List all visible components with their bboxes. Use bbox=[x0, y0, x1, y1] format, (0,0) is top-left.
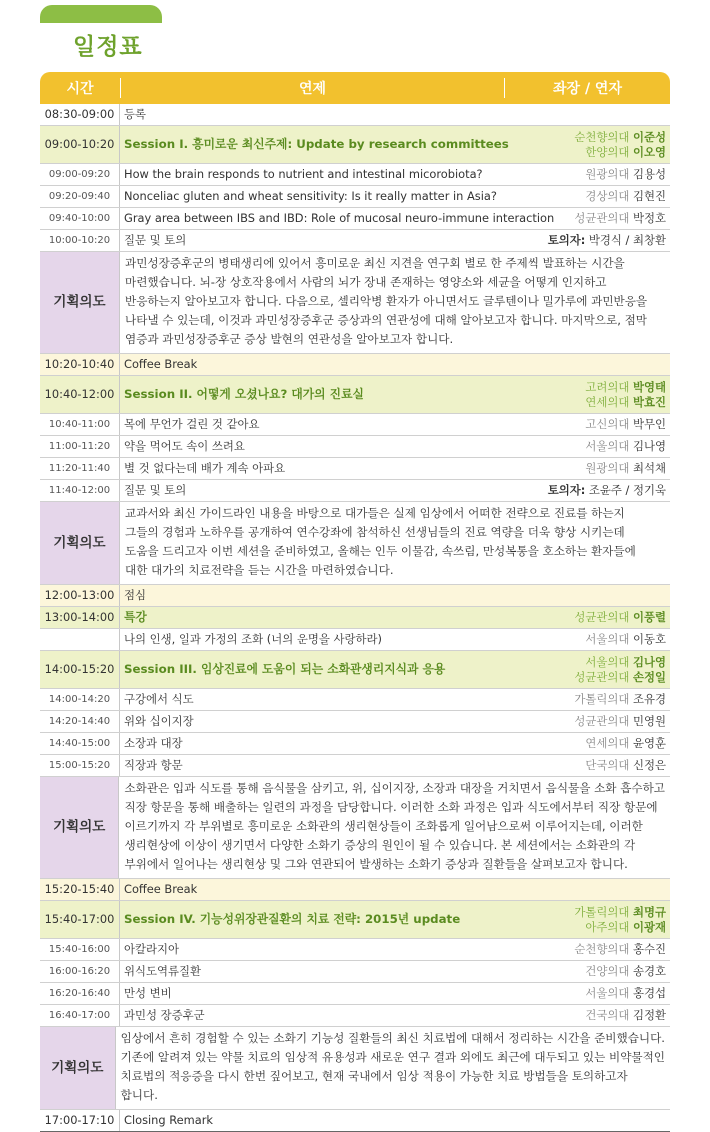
time-cell: 10:40-12:00 bbox=[40, 376, 120, 413]
talk-title: 위와 십이지장 bbox=[124, 714, 194, 728]
table-row bbox=[40, 879, 670, 901]
planning-intent-line: 나타낼 수 있는데, 이것과 과민성장증후군 증상과의 연관성에 대해 알아보고자 합니다. 마지막으로, 점막 bbox=[125, 313, 647, 327]
speaker-cell bbox=[585, 167, 666, 182]
content-cell bbox=[120, 230, 670, 251]
speaker-name: 최명규 bbox=[632, 904, 666, 919]
speaker-name: 박영태 bbox=[632, 379, 666, 394]
speaker-cell bbox=[574, 714, 666, 729]
speaker-name: 김현진 bbox=[632, 189, 666, 203]
table-row bbox=[40, 436, 670, 458]
talk-title: 약을 먹어도 속이 쓰려요 bbox=[124, 439, 245, 453]
speaker-cell bbox=[574, 655, 666, 685]
time-cell: 11:20-11:40 bbox=[40, 458, 120, 479]
speaker-affiliation: 가톨릭의대 bbox=[574, 692, 630, 706]
time-cell: 14:00-15:20 bbox=[40, 651, 120, 688]
planning-intent-line: 반응하는지 알아보고자 합니다. 다음으로, 셀리악병 환자가 아니면서도 글루텐이나 밀가루에 과민반응을 bbox=[125, 294, 648, 308]
content-cell bbox=[120, 651, 670, 688]
time-cell: 17:00-17:10 bbox=[40, 1110, 120, 1131]
speaker-name: 민영원 bbox=[632, 714, 666, 728]
speaker-cell bbox=[585, 758, 666, 773]
speaker-affiliation: 성균관의대 bbox=[574, 211, 630, 225]
content-cell bbox=[120, 126, 670, 163]
time-cell: 15:40-17:00 bbox=[40, 901, 120, 938]
speaker-name: 신정은 bbox=[632, 758, 666, 772]
planning-intent-line: 그들의 경험과 노하우를 공개하여 연수강좌에 참석하신 선생님들의 진료 역량을 더욱 향상 시키는데 bbox=[125, 525, 625, 539]
table-body bbox=[40, 104, 670, 1132]
speaker-cell bbox=[574, 692, 666, 707]
talk-title: 목에 무언가 걸린 것 같아요 bbox=[124, 417, 260, 431]
speaker-cell bbox=[574, 610, 666, 625]
schedule-table bbox=[40, 72, 670, 1132]
time-cell: 11:00-11:20 bbox=[40, 436, 120, 457]
speaker-name: 박효진 bbox=[632, 394, 666, 409]
table-row bbox=[40, 629, 670, 651]
speaker-cell bbox=[585, 417, 666, 432]
speaker-name: 최석채 bbox=[632, 461, 666, 475]
speaker-name: 김나영 bbox=[632, 654, 666, 669]
speaker-affiliation: 순천향의대 bbox=[574, 129, 630, 144]
talk-title: 소장과 대장 bbox=[124, 736, 183, 750]
content-cell bbox=[120, 164, 670, 185]
time-cell: 11:40-12:00 bbox=[40, 480, 120, 501]
speaker-affiliation: 건국의대 bbox=[585, 1008, 630, 1022]
session-row bbox=[40, 901, 670, 939]
planning-intent-row bbox=[40, 252, 670, 354]
speaker-name: 홍수진 bbox=[632, 942, 666, 956]
content-cell bbox=[120, 414, 670, 435]
speaker-affiliation: 경상의대 bbox=[585, 189, 630, 203]
planning-intent-line: 대한 대가의 치료전략을 듣는 시간을 마련하였습니다. bbox=[125, 563, 394, 577]
talk-title: 위식도역류질환 bbox=[124, 964, 202, 978]
speaker-line bbox=[574, 920, 666, 935]
speaker-line bbox=[574, 670, 666, 685]
speaker-affiliation: 건양의대 bbox=[585, 964, 630, 978]
speaker-name: 홍경섭 bbox=[632, 986, 666, 1000]
table-row bbox=[40, 414, 670, 436]
speaker-cell bbox=[574, 211, 666, 226]
planning-intent-text bbox=[119, 777, 670, 878]
table-row bbox=[40, 164, 670, 186]
talk-title: 만성 변비 bbox=[124, 986, 172, 1000]
table-row bbox=[40, 711, 670, 733]
session-row bbox=[40, 376, 670, 414]
speaker-affiliation: 연세의대 bbox=[585, 394, 630, 409]
speaker-line bbox=[574, 610, 666, 625]
speaker-name: 이풍렬 bbox=[632, 610, 666, 624]
planning-intent-label: 기획의도 bbox=[40, 777, 119, 878]
speaker-line bbox=[585, 395, 666, 410]
speaker-line bbox=[574, 905, 666, 920]
speaker-affiliation: 서울의대 bbox=[585, 654, 630, 669]
speaker-affiliation: 원광의대 bbox=[585, 461, 630, 475]
speaker-name: 이준성 bbox=[632, 129, 666, 144]
talk-title: 나의 인생, 일과 가정의 조화 (너의 운명을 사랑하라) bbox=[124, 632, 382, 646]
speaker-line bbox=[574, 655, 666, 670]
table-row bbox=[40, 689, 670, 711]
planning-intent-text bbox=[116, 1027, 670, 1109]
talk-title: How the brain responds to nutrient and intestinal micorobiota? bbox=[124, 167, 483, 181]
speaker-cell bbox=[585, 964, 666, 979]
speaker-cell bbox=[585, 1008, 666, 1023]
speaker-cell bbox=[585, 632, 666, 647]
speaker-cell bbox=[574, 905, 666, 935]
table-row bbox=[40, 733, 670, 755]
content-cell bbox=[120, 607, 670, 628]
time-cell: 13:00-14:00 bbox=[40, 607, 120, 628]
speaker-affiliation: 원광의대 bbox=[585, 167, 630, 181]
speaker-affiliation: 성균관의대 bbox=[574, 669, 630, 684]
time-cell: 09:00-10:20 bbox=[40, 126, 120, 163]
planning-intent-line: 직장 항문을 통해 배출하는 일련의 과정을 담당합니다. 이러한 소화 과정은 입과 식도에서부터 직장 항문에 bbox=[124, 800, 658, 814]
content-cell bbox=[120, 629, 670, 650]
content-cell bbox=[120, 983, 670, 1004]
speaker-name: 박정호 bbox=[632, 211, 666, 225]
time-cell: 15:00-15:20 bbox=[40, 755, 120, 776]
speaker-name: 박무인 bbox=[632, 417, 666, 431]
content-cell bbox=[120, 480, 670, 501]
talk-title: 별 것 없다는데 배가 계속 아파요 bbox=[124, 461, 286, 475]
table-row bbox=[40, 186, 670, 208]
speaker-affiliation: 서울의대 bbox=[585, 986, 630, 1000]
speaker-affiliation: 성균관의대 bbox=[574, 714, 630, 728]
talk-title: Closing Remark bbox=[124, 1113, 214, 1127]
content-cell bbox=[120, 1005, 670, 1026]
time-cell bbox=[40, 629, 120, 650]
speaker-name: 김나영 bbox=[632, 439, 666, 453]
speaker-affiliation: 단국의대 bbox=[585, 758, 630, 772]
planning-intent-label: 기획의도 bbox=[40, 252, 120, 353]
planning-intent-line: 치료법의 적응증을 다시 한번 짚어보고, 현재 국내에서 임상 적용이 가능한 치료 방법들을 토의하고자 bbox=[120, 1069, 628, 1083]
speaker-affiliation: 아주의대 bbox=[585, 919, 630, 934]
talk-title: 특강 bbox=[124, 610, 147, 624]
table-row bbox=[40, 585, 670, 607]
content-cell bbox=[120, 458, 670, 479]
speaker-name: 김정환 bbox=[632, 1008, 666, 1022]
table-row bbox=[40, 354, 670, 376]
content-cell bbox=[120, 689, 670, 710]
planning-intent-line: 임상에서 흔히 경험할 수 있는 소화기 기능성 질환들의 최신 치료법에 대해서 정리하는 시간을 준비했습니다. bbox=[120, 1031, 665, 1045]
table-header bbox=[40, 72, 670, 104]
content-cell bbox=[120, 354, 670, 375]
content-cell bbox=[120, 104, 670, 125]
time-cell: 10:00-10:20 bbox=[40, 230, 120, 251]
session-row bbox=[40, 126, 670, 164]
planning-intent-line: 합니다. bbox=[120, 1088, 158, 1102]
planning-intent-line: 과민성장증후군의 병태생리에 있어서 흥미로운 최신 지견을 연구회 별로 한 주제씩 발표하는 시간을 bbox=[125, 256, 625, 270]
table-row bbox=[40, 458, 670, 480]
time-cell: 14:40-15:00 bbox=[40, 733, 120, 754]
table-row bbox=[40, 1005, 670, 1027]
speaker-affiliation: 성균관의대 bbox=[574, 610, 630, 624]
speaker-name: 송경호 bbox=[632, 964, 666, 978]
planning-intent-line: 도움을 드리고자 이번 세션을 준비하였고, 올해는 인두 이물감, 속쓰림, 만성복통을 호소하는 환자들에 bbox=[125, 544, 636, 558]
speaker-cell bbox=[548, 233, 666, 248]
talk-title: Nonceliac gluten and wheat sensitivity: Is it really matter in Asia? bbox=[124, 189, 497, 203]
talk-title: Session II. 어떻게 오셨나요? 대가의 진료실 bbox=[124, 387, 364, 401]
title-tab-decoration bbox=[40, 5, 162, 23]
planning-intent-line: 기존에 알려져 있는 약물 치료의 임상적 유용성과 새로운 연구 결과 외에도 최근에 대두되고 있는 비약물적인 bbox=[120, 1050, 665, 1064]
planning-intent-label: 기획의도 bbox=[40, 1027, 116, 1109]
speaker-affiliation: 고신의대 bbox=[585, 417, 630, 431]
speaker-cell bbox=[585, 380, 666, 410]
discussant-label: 토의자: bbox=[547, 483, 586, 497]
discussant-names: 박경식 / 최창환 bbox=[588, 233, 666, 247]
speaker-cell bbox=[585, 439, 666, 454]
speaker-name: 김용성 bbox=[632, 167, 666, 181]
speaker-name: 손정일 bbox=[632, 669, 666, 684]
time-cell: 09:40-10:00 bbox=[40, 208, 120, 229]
time-cell: 14:20-14:40 bbox=[40, 711, 120, 732]
talk-title: Coffee Break bbox=[124, 882, 198, 896]
planning-intent-row bbox=[40, 1027, 670, 1110]
talk-title: 질문 및 토의 bbox=[124, 233, 187, 247]
speaker-affiliation: 연세의대 bbox=[585, 736, 630, 750]
time-cell: 16:00-16:20 bbox=[40, 961, 120, 982]
speaker-line bbox=[585, 380, 666, 395]
content-cell bbox=[120, 1110, 670, 1131]
talk-title: 점심 bbox=[124, 588, 147, 602]
table-row bbox=[40, 755, 670, 777]
content-cell bbox=[120, 733, 670, 754]
content-cell bbox=[120, 436, 670, 457]
planning-intent-line: 교과서와 최신 가이드라인 내용을 바탕으로 대가들은 실제 임상에서 어떠한 전략으로 진료를 하는지 bbox=[125, 506, 625, 520]
header-chair: 좌장 / 연자 bbox=[553, 81, 622, 97]
planning-intent-row bbox=[40, 502, 670, 585]
planning-intent-row bbox=[40, 777, 670, 879]
planning-intent-line: 마련했습니다. 뇌-장 상호작용에서 사람의 뇌가 장내 존재하는 영양소와 세균을 어떻게 인지하고 bbox=[125, 275, 607, 289]
time-cell: 12:00-13:00 bbox=[40, 585, 120, 606]
speaker-affiliation: 순천향의대 bbox=[574, 942, 630, 956]
time-cell: 10:40-11:00 bbox=[40, 414, 120, 435]
time-cell: 15:20-15:40 bbox=[40, 879, 120, 900]
discussant-names: 조윤주 / 정기욱 bbox=[588, 483, 666, 497]
time-cell: 09:00-09:20 bbox=[40, 164, 120, 185]
speaker-name: 이광재 bbox=[632, 919, 666, 934]
page-title: 일정표 bbox=[73, 34, 143, 60]
planning-intent-line: 부위에서 일어나는 생리현상 및 그와 연관되어 발생하는 소화기 증상과 질환들을 살펴보고자 합니다. bbox=[124, 857, 628, 871]
planning-intent-line: 생리현상에 이상이 생기면서 다양한 소화기 증상의 원인이 될 수 있습니다. 본 세션에서는 소화관의 각 bbox=[124, 838, 636, 852]
content-cell bbox=[120, 585, 670, 606]
speaker-name: 이동호 bbox=[632, 632, 666, 646]
speaker-line bbox=[574, 145, 666, 160]
talk-title: 구강에서 식도 bbox=[124, 692, 194, 706]
speaker-affiliation: 서울의대 bbox=[585, 632, 630, 646]
table-row bbox=[40, 104, 670, 126]
speaker-affiliation: 고려의대 bbox=[585, 379, 630, 394]
content-cell bbox=[120, 711, 670, 732]
time-cell: 14:00-14:20 bbox=[40, 689, 120, 710]
speaker-affiliation: 한양의대 bbox=[585, 144, 630, 159]
talk-title: Session III. 임상진료에 도움이 되는 소화관생리지식과 응용 bbox=[124, 662, 446, 676]
table-row bbox=[40, 230, 670, 252]
session-row bbox=[40, 651, 670, 689]
speaker-cell bbox=[585, 189, 666, 204]
talk-title: 질문 및 토의 bbox=[124, 483, 187, 497]
header-time: 시간 bbox=[66, 81, 94, 97]
speaker-cell bbox=[574, 130, 666, 160]
table-row bbox=[40, 1110, 670, 1132]
speaker-name: 이오영 bbox=[632, 144, 666, 159]
speaker-cell bbox=[548, 483, 666, 498]
planning-intent-line: 염증과 과민성장증후군 증상 발현의 연관성을 알아보고자 합니다. bbox=[125, 332, 454, 346]
content-cell bbox=[120, 208, 670, 229]
planning-intent-label: 기획의도 bbox=[40, 502, 120, 584]
content-cell bbox=[120, 755, 670, 776]
talk-title: Gray area between IBS and IBD: Role of mucosal neuro-immune interaction bbox=[124, 211, 555, 225]
table-row bbox=[40, 208, 670, 230]
talk-title: 직장과 항문 bbox=[124, 758, 183, 772]
planning-intent-line: 소화관은 입과 식도를 통해 음식물을 삼키고, 위, 십이지장, 소장과 대장을 거치면서 음식물을 소화 흡수하고 bbox=[124, 781, 665, 795]
speaker-cell bbox=[585, 736, 666, 751]
speaker-name: 조유경 bbox=[632, 692, 666, 706]
speaker-cell bbox=[574, 942, 666, 957]
table-row bbox=[40, 983, 670, 1005]
planning-intent-text bbox=[120, 252, 670, 353]
talk-title: Coffee Break bbox=[124, 357, 198, 371]
content-cell bbox=[120, 961, 670, 982]
talk-title: 아칼라지아 bbox=[124, 942, 180, 956]
talk-title: Session I. 흥미로운 최신주제: Update by research committees bbox=[124, 137, 509, 151]
talk-title: 과민성 장증후군 bbox=[124, 1008, 205, 1022]
planning-intent-line: 이르기까지 각 부위별로 흥미로운 소화관의 생리현상들이 조화롭게 일어남으로써 이루어지는데, 이러한 bbox=[124, 819, 643, 833]
speaker-line bbox=[574, 130, 666, 145]
discussant-label: 토의자: bbox=[547, 233, 586, 247]
speaker-name: 윤영훈 bbox=[632, 736, 666, 750]
table-row bbox=[40, 939, 670, 961]
time-cell: 09:20-09:40 bbox=[40, 186, 120, 207]
time-cell: 10:20-10:40 bbox=[40, 354, 120, 375]
time-cell: 15:40-16:00 bbox=[40, 939, 120, 960]
content-cell bbox=[120, 376, 670, 413]
talk-title: Session IV. 기능성위장관질환의 치료 전략: 2015년 update bbox=[124, 912, 461, 926]
planning-intent-text bbox=[120, 502, 670, 584]
content-cell bbox=[120, 186, 670, 207]
speaker-cell bbox=[585, 461, 666, 476]
content-cell bbox=[120, 901, 670, 938]
session-row bbox=[40, 607, 670, 629]
header-title: 연제 bbox=[120, 78, 505, 98]
talk-title: 등록 bbox=[124, 107, 147, 121]
time-cell: 16:40-17:00 bbox=[40, 1005, 120, 1026]
time-cell: 08:30-09:00 bbox=[40, 104, 120, 125]
content-cell bbox=[120, 879, 670, 900]
time-cell: 16:20-16:40 bbox=[40, 983, 120, 1004]
speaker-affiliation: 서울의대 bbox=[585, 439, 630, 453]
speaker-affiliation: 가톨릭의대 bbox=[574, 904, 630, 919]
content-cell bbox=[120, 939, 670, 960]
table-row bbox=[40, 961, 670, 983]
table-row bbox=[40, 480, 670, 502]
speaker-cell bbox=[585, 986, 666, 1001]
